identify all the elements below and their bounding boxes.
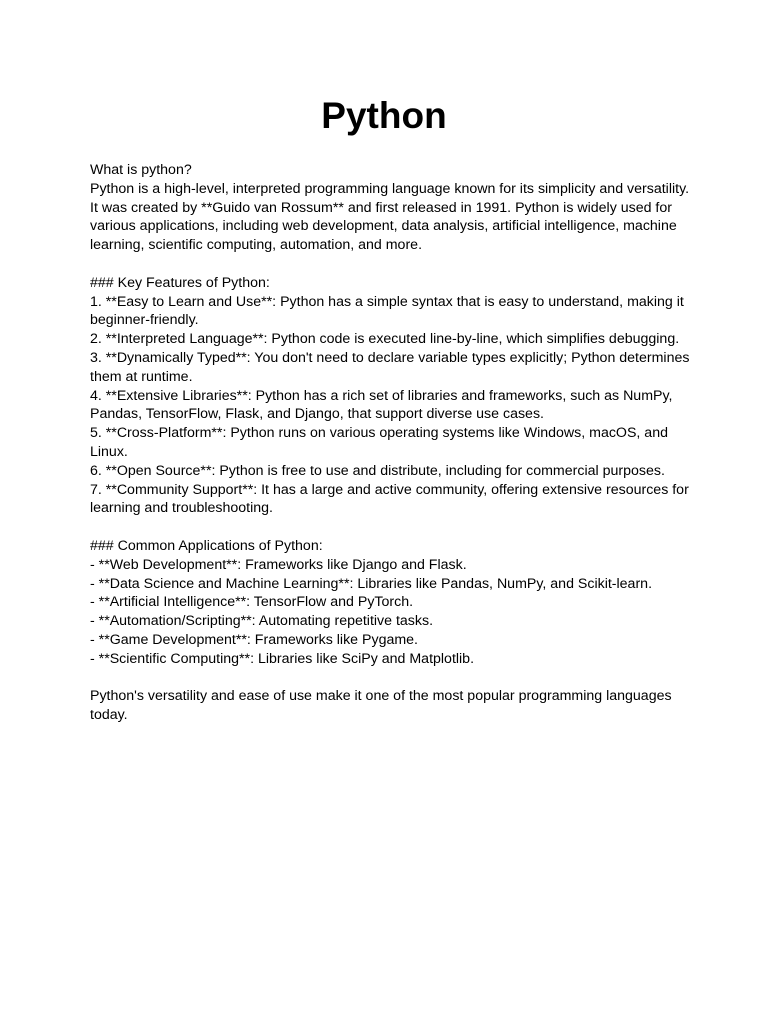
text-line: 3. **Dynamically Typed**: You don't need to declare variable types explicitly; Python determines bbox=[90, 349, 690, 366]
page-title: Python bbox=[321, 95, 447, 136]
text-line: It was created by **Guido van Rossum** and first released in 1991. Python is widely used for bbox=[90, 199, 672, 216]
text-line: learning and troubleshooting. bbox=[90, 500, 273, 517]
text-line: 6. **Open Source**: Python is free to use and distribute, including for commercial purposes. bbox=[90, 462, 665, 479]
text-line: 2. **Interpreted Language**: Python code is executed line-by-line, which simplifies debugging. bbox=[90, 331, 680, 348]
text-line: 1. **Easy to Learn and Use**: Python has a simple syntax that is easy to understand, making it bbox=[90, 293, 684, 310]
text-line: - **Data Science and Machine Learning**: Libraries like Pandas, NumPy, and Scikit-learn. bbox=[90, 575, 653, 592]
text-line: today. bbox=[90, 707, 128, 724]
text-line: - **Web Development**: Frameworks like Django and Flask. bbox=[90, 556, 467, 573]
blank-line bbox=[90, 518, 690, 537]
text-line: - **Game Development**: Frameworks like Pygame. bbox=[90, 631, 419, 648]
text-line: 4. **Extensive Libraries**: Python has a rich set of libraries and frameworks, such as NumPy, bbox=[90, 387, 673, 404]
text-line: Linux. bbox=[90, 443, 128, 460]
blank-line bbox=[90, 255, 690, 274]
text-line: Python's versatility and ease of use make it one of the most popular programming languages bbox=[90, 688, 672, 705]
text-line: Pandas, TensorFlow, Flask, and Django, that support diverse use cases. bbox=[90, 406, 544, 423]
text-line: various applications, including web development, data analysis, artificial intelligence, machine bbox=[90, 218, 677, 235]
text-line: What is python? bbox=[90, 162, 192, 178]
text-line: - **Artificial Intelligence**: TensorFlow and PyTorch. bbox=[90, 594, 414, 611]
text-line: - **Automation/Scripting**: Automating repetitive tasks. bbox=[90, 613, 434, 630]
text-line: 7. **Community Support**: It has a large and active community, offering extensive resources for bbox=[90, 481, 689, 498]
text-line: them at runtime. bbox=[90, 368, 193, 385]
text-line: ### Key Features of Python: bbox=[90, 274, 270, 291]
text-line: ### Common Applications of Python: bbox=[90, 537, 323, 554]
document-body bbox=[90, 161, 690, 725]
text-line: 5. **Cross-Platform**: Python runs on various operating systems like Windows, macOS, and bbox=[90, 425, 668, 442]
text-line: Python is a high-level, interpreted programming language known for its simplicity and versatility. bbox=[90, 180, 690, 197]
text-line: - **Scientific Computing**: Libraries like SciPy and Matplotlib. bbox=[90, 650, 475, 667]
blank-line bbox=[90, 669, 690, 688]
text-line: learning, scientific computing, automation, and more. bbox=[90, 237, 423, 254]
text-line: beginner-friendly. bbox=[90, 312, 199, 329]
